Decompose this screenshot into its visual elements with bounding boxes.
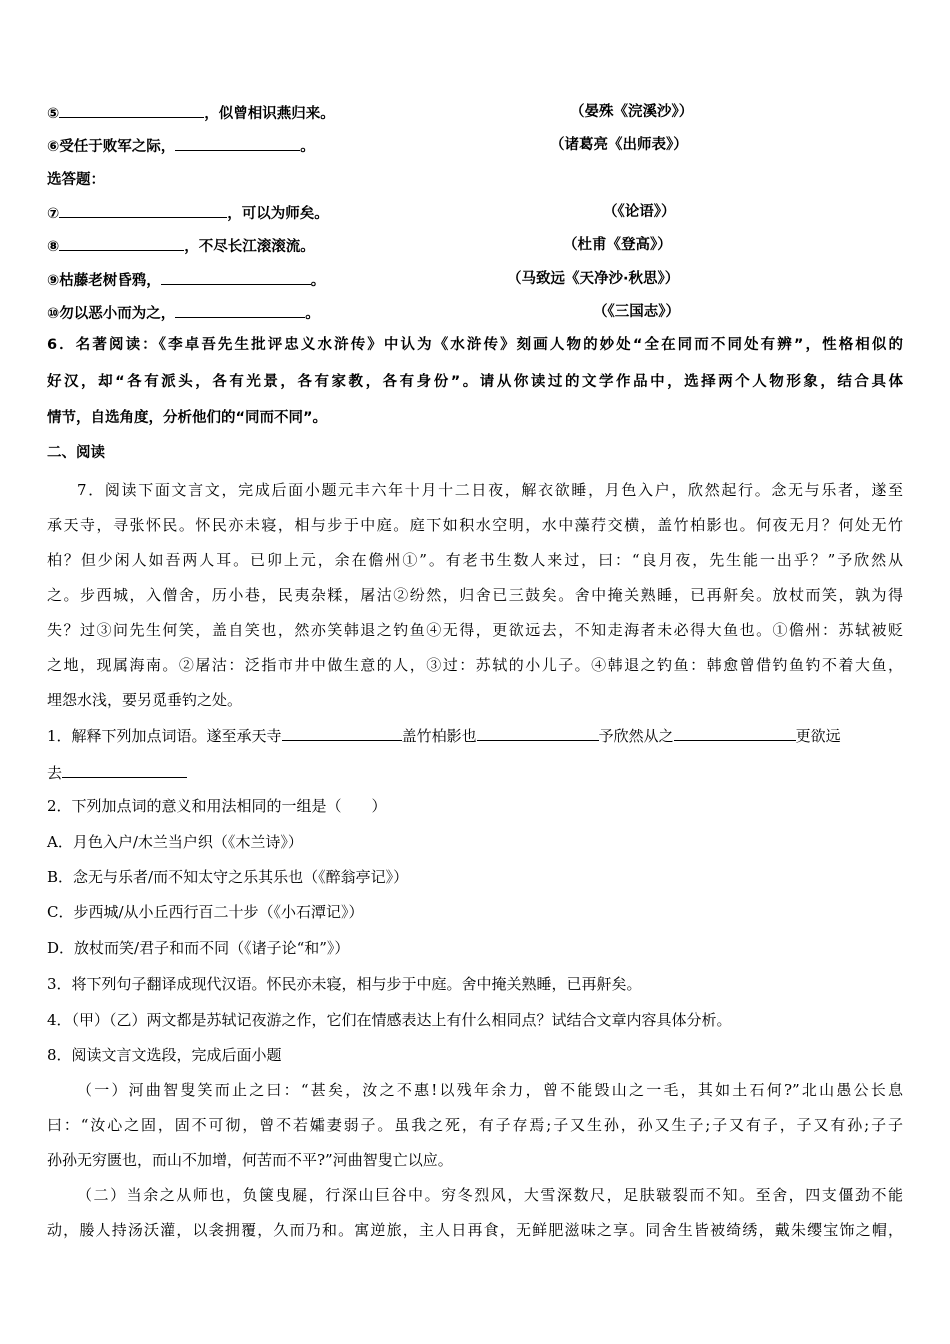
- q7-passage-line: 7．阅读下面文言文，完成后面小题元丰六年十月十二日夜，解衣欲睡，月色入户，欣然起行。念无与乐者，遂至: [77, 481, 903, 499]
- answer-blank[interactable]: [59, 202, 227, 218]
- q8-passage-line: 动，媵人持汤沃灌，以衾拥覆，久而乃和。寓逆旅，主人日再食，无鲜肥滋味之享。同舍生皆被绮绣，戴朱缨宝饰之帽，: [47, 1221, 903, 1239]
- answer-blank[interactable]: [62, 762, 187, 778]
- item-source: （晏殊《浣溪沙》）: [570, 104, 694, 120]
- item-source: （马致远《天净沙·秋思》）: [507, 271, 680, 287]
- q7-passage-line: 之地，现属海南。②屠沽：泛指市井中做生意的人，③过：苏轼的小儿子。④韩退之钓鱼：韩愈曾借钓鱼钓不着大鱼，: [47, 656, 903, 674]
- q6-line: 情节，自选角度，分析他们的“同而不同”。: [47, 410, 328, 426]
- optional-label: 选答题：: [47, 172, 105, 188]
- term: 予欣然从之: [598, 727, 674, 745]
- item-number: ⑤: [47, 106, 60, 122]
- answer-blank[interactable]: [161, 269, 311, 285]
- item-text: 勿以恶小而为之，: [59, 306, 176, 322]
- q8-passage-line: 曰：“汝心之固，固不可彻，曾不若孀妻弱子。虽我之死，有子存焉;子又生孙，孙又生子;子又有子，子又有孙;子子: [47, 1116, 903, 1134]
- q8-title: 8．阅读文言文选段，完成后面小题: [47, 1046, 282, 1064]
- item-text: ，可以为师矣。: [227, 206, 329, 222]
- q6-line: 6．名著阅读：《李卓吾先生批评忠义水浒传》中认为《水浒传》刻画人物的妙处“全在同而不同处有辨”，性格相似的: [47, 337, 903, 353]
- option-a[interactable]: A．月色入户/木兰当户织（《木兰诗》）: [47, 833, 303, 851]
- option-b[interactable]: B．念无与乐者/而不知太守之乐其乐也（《醉翁亭记》）: [47, 868, 409, 886]
- q8-passage-line: （一）河曲智叟笑而止之曰：“甚矣，汝之不惠!以残年余力，曾不能毁山之一毛，其如土石何?”北山愚公长息: [77, 1081, 903, 1099]
- answer-blank[interactable]: [175, 302, 305, 318]
- blank-item-10: [47, 302, 320, 324]
- term: 遂至承天寺: [206, 727, 282, 745]
- blank-item-6: [47, 135, 315, 157]
- q7-sub3: 3．将下列句子翻译成现代汉语。怀民亦未寝，相与步于中庭。舍中掩关熟睡，已再鼾矣。: [47, 975, 642, 993]
- q6-line: 好汉，却“各有派头，各有光景，各有家教，各有身份”。请从你读过的文学作品中，选择两个人物形象，结合具体: [47, 374, 903, 390]
- item-text: 。: [305, 306, 320, 322]
- item-text: 。: [310, 273, 326, 289]
- item-number: ⑥: [47, 139, 60, 155]
- answer-blank[interactable]: [282, 725, 402, 741]
- item-source: （《三国志》）: [593, 304, 680, 320]
- blank-item-5: [47, 102, 335, 124]
- q7-passage-line: 埋怨水浅，要另觅垂钓之处。: [47, 691, 243, 709]
- item-source: （杜甫《登高》）: [563, 237, 672, 253]
- q7-sub4: 4．（甲）（乙）两文都是苏轼记夜游之作，它们在情感表达上有什么相同点？试结合文章内容具体分析。: [47, 1011, 732, 1029]
- option-c[interactable]: C．步西城/从小丘西行百二十步（《小石潭记》）: [47, 903, 364, 921]
- answer-blank[interactable]: [59, 102, 204, 118]
- q7-passage-line: 承天寺，寻张怀民。怀民亦未寝，相与步于中庭。庭下如积水空明，水中藻荇交横，盖竹柏影也。何夜无月？何处无竹: [47, 516, 903, 534]
- item-number: ⑨: [47, 273, 60, 289]
- question-text: 1．解释下列加点词语。: [47, 727, 207, 745]
- item-number: ⑩: [47, 306, 60, 322]
- blank-item-7: [47, 202, 329, 224]
- item-text: 。: [300, 139, 315, 155]
- answer-blank[interactable]: [477, 725, 599, 741]
- term: 去: [47, 764, 63, 782]
- q7-sub2: 2．下列加点词的意义和用法相同的一组是（ ）: [47, 797, 387, 815]
- term: 更欲远: [795, 727, 841, 745]
- q8-passage-line: 孙孙无穷匮也，而山不加增，何苦而不平?”河曲智叟亡以应。: [47, 1151, 453, 1169]
- q8-passage-line: （二）当余之从师也，负箧曳屣，行深山巨谷中。穷冬烈风，大雪深数尺，足肤皲裂而不知。至舍，四支僵劲不能: [77, 1186, 903, 1204]
- option-d[interactable]: D．放杖而笑/君子和而不同（《诸子论“和”》）: [47, 939, 350, 957]
- item-source: （诸葛亮《出师表》）: [550, 137, 688, 153]
- item-text: 受任于败军之际，: [59, 139, 176, 155]
- blank-item-9: [47, 269, 325, 291]
- q7-passage-line: 之。步西城，入僧舍，历小巷，民夷杂糅，屠沽②纷然，归舍已三鼓矣。舍中掩关熟睡，已再鼾矣。放杖而笑，孰为得: [47, 586, 903, 604]
- answer-blank[interactable]: [175, 135, 300, 151]
- answer-blank[interactable]: [674, 725, 796, 741]
- q7-passage-line: 失？过③问先生何笑，盖自笑也，然亦笑韩退之钓鱼④无得，更欲远去，不知走海者未必得大鱼也。①儋州：苏轼被贬: [47, 621, 903, 639]
- blank-item-8: [47, 235, 315, 257]
- term: 盖竹柏影也: [401, 727, 477, 745]
- q7-passage-line: 柏？但少闲人如吾两人耳。已卯上元，余在儋州①”。有老书生数人来过，曰：“良月夜，先生能一出乎？”予欣然从: [47, 551, 903, 569]
- q7-sub1: [47, 725, 841, 746]
- item-number: ⑦: [47, 206, 60, 222]
- section-title: 二、阅读: [47, 445, 105, 461]
- item-source: （《论语》）: [603, 204, 676, 220]
- item-text: 枯藤老树昏鸦，: [59, 273, 161, 289]
- item-text: ，似曾相识燕归来。: [204, 106, 335, 122]
- item-text: ，不尽长江滚滚流。: [184, 239, 315, 255]
- q7-sub1-cont: [47, 762, 187, 783]
- answer-blank[interactable]: [59, 235, 184, 251]
- item-number: ⑧: [47, 239, 60, 255]
